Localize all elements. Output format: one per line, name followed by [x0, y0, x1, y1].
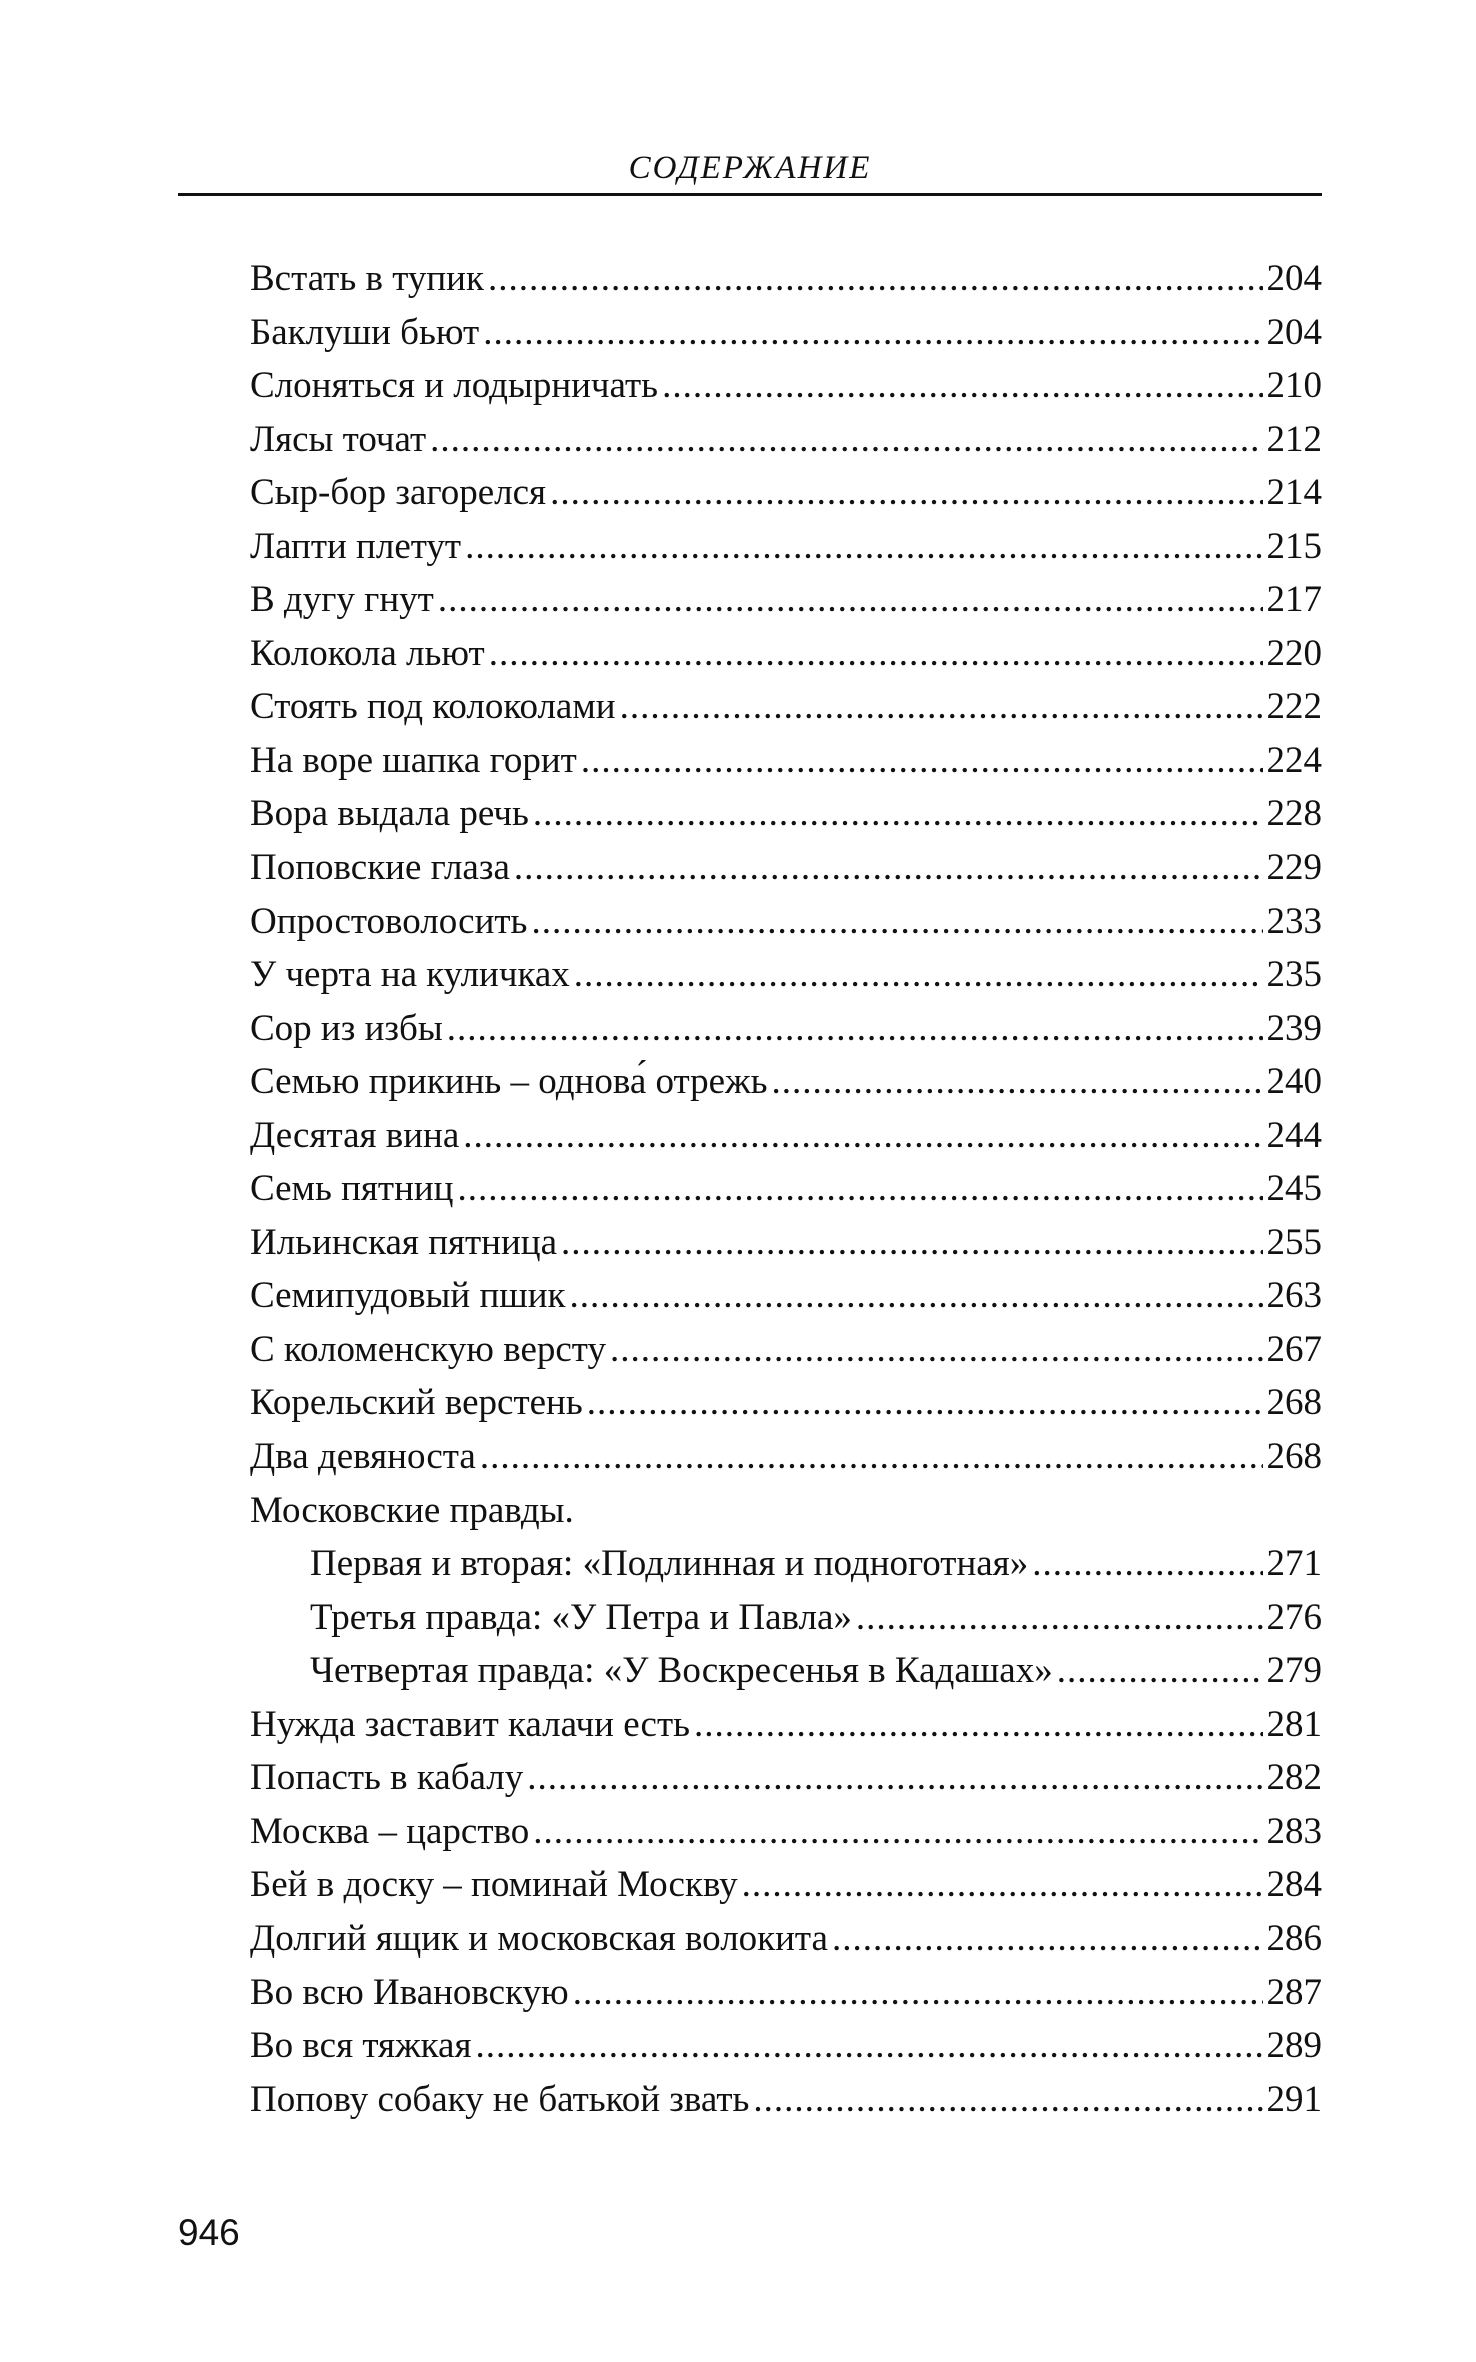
- toc-entry: [250, 895, 1322, 949]
- toc-entry-page: 289: [1266, 2025, 1322, 2067]
- toc-entry: [250, 627, 1322, 681]
- toc-entry-page: 283: [1266, 1810, 1322, 1852]
- toc-entry: [250, 413, 1322, 467]
- toc-entry-title: Стоять под колоколами: [250, 686, 616, 728]
- dot-leader: [587, 1376, 1263, 1430]
- toc-entry-title: Встать в тупик: [250, 258, 484, 299]
- toc-entry-page: 228: [1266, 793, 1322, 835]
- dot-leader: [573, 1966, 1263, 2020]
- toc-entry-title: Московские правды.: [250, 1489, 574, 1531]
- toc-entry-title: Первая и вторая: «Подлинная и подноготная»: [310, 1543, 1029, 1585]
- dot-leader: [753, 2073, 1262, 2127]
- dot-leader: [531, 895, 1262, 949]
- toc-entry-page: 286: [1266, 1917, 1322, 1959]
- dot-leader: [514, 841, 1263, 895]
- header-rule: [178, 193, 1322, 196]
- toc-entry-page: 281: [1266, 1703, 1322, 1745]
- toc-entry-page: 267: [1266, 1328, 1322, 1370]
- dot-leader: [581, 734, 1263, 788]
- toc-entry-title: У черта на куличках: [250, 954, 570, 996]
- toc-entry-page: 229: [1266, 847, 1322, 889]
- toc-entry-title: Во вся тяжкая: [250, 2025, 472, 2067]
- table-of-contents: [250, 252, 1322, 2126]
- toc-entry-title: Третья правда: «У Петра и Павла»: [310, 1596, 852, 1638]
- toc-entry: [250, 1805, 1322, 1859]
- toc-entry-page: 271: [1266, 1543, 1322, 1585]
- toc-entry: [250, 520, 1322, 574]
- toc-entry-title: Опростоволосить: [250, 900, 528, 942]
- toc-entry: [250, 1751, 1322, 1805]
- toc-entry-page: 240: [1266, 1061, 1322, 1103]
- toc-entry-page: 279: [1266, 1650, 1322, 1692]
- toc-entry-title: Нужда заставит калачи есть: [250, 1703, 691, 1745]
- toc-entry: [250, 1430, 1322, 1484]
- dot-leader: [438, 573, 1263, 627]
- dot-leader: [527, 1751, 1262, 1805]
- dot-leader: [465, 520, 1262, 574]
- running-head-title: СОДЕРЖАНИЕ: [628, 150, 872, 186]
- dot-leader: [1032, 1537, 1262, 1591]
- toc-entry: [250, 359, 1322, 413]
- toc-entry-title: На воре шапка горит: [250, 739, 577, 781]
- toc-entry-page: 233: [1266, 900, 1322, 942]
- dot-leader: [488, 252, 1263, 306]
- toc-entry-title: Бей в доску – поминай Москву: [250, 1864, 738, 1906]
- dot-leader: [742, 1858, 1263, 1912]
- toc-entry-title: Семипудовый пшик: [250, 1275, 566, 1317]
- toc-entry: [250, 1216, 1322, 1270]
- toc-entry: [250, 1002, 1322, 1056]
- toc-entry-page: 204: [1266, 258, 1322, 299]
- dot-leader: [483, 306, 1262, 360]
- toc-entry-page: 268: [1266, 1382, 1322, 1424]
- dot-leader: [550, 466, 1262, 520]
- toc-entry-title: Сыр-бор загорелся: [250, 472, 547, 514]
- toc-entry: [250, 1484, 1322, 1538]
- dot-leader: [832, 1912, 1263, 1966]
- toc-entry: [250, 252, 1322, 306]
- toc-entry-title: Семью прикинь – однова́ отрежь: [250, 1061, 768, 1103]
- toc-entry-page: 224: [1266, 739, 1322, 781]
- toc-entry: [250, 573, 1322, 627]
- toc-entry-title: Сор из избы: [250, 1007, 443, 1049]
- dot-leader: [476, 2019, 1263, 2073]
- toc-entry: [250, 306, 1322, 360]
- toc-entry-page: 212: [1266, 418, 1322, 460]
- dot-leader: [662, 359, 1262, 413]
- toc-entry-title: Корельский верстень: [250, 1382, 583, 1424]
- toc-entry: [250, 787, 1322, 841]
- dot-leader: [856, 1591, 1263, 1645]
- toc-entry-title: Колокола льют: [250, 632, 485, 674]
- toc-entry-page: 245: [1266, 1168, 1322, 1210]
- toc-entry-title: Москва – царство: [250, 1810, 530, 1852]
- toc-entry-title: Слоняться и лодырничать: [250, 365, 659, 407]
- toc-entry: [250, 1966, 1322, 2020]
- toc-subentry: [250, 1537, 1322, 1591]
- toc-entry-page: 244: [1266, 1114, 1322, 1156]
- toc-entry: [250, 680, 1322, 734]
- dot-leader: [480, 1430, 1263, 1484]
- toc-entry-page: 220: [1266, 632, 1322, 674]
- dot-leader: [1057, 1644, 1263, 1698]
- toc-entry-title: Лясы точат: [250, 418, 427, 460]
- toc-entry: [250, 1858, 1322, 1912]
- toc-entry-title: Попову собаку не батькой звать: [250, 2078, 750, 2120]
- toc-entry: [250, 1376, 1322, 1430]
- dot-leader: [561, 1216, 1262, 1270]
- toc-entry-title: Поповские глаза: [250, 847, 510, 889]
- dot-leader: [533, 787, 1263, 841]
- toc-entry-page: 217: [1266, 579, 1322, 621]
- toc-entry: [250, 1912, 1322, 1966]
- toc-entry: [250, 734, 1322, 788]
- toc-entry: [250, 2073, 1322, 2127]
- toc-entry-title: Четвертая правда: «У Воскресенья в Кадашах»: [310, 1650, 1053, 1692]
- toc-entry: [250, 466, 1322, 520]
- toc-subentry: [250, 1591, 1322, 1645]
- toc-entry-title: Вора выдала речь: [250, 793, 529, 835]
- dot-leader: [570, 1269, 1263, 1323]
- toc-entry-title: Два девяноста: [250, 1436, 476, 1478]
- toc-entry: [250, 2019, 1322, 2073]
- dot-leader: [457, 1162, 1262, 1216]
- toc-subentry: [250, 1644, 1322, 1698]
- dot-leader: [610, 1323, 1263, 1377]
- toc-entry-page: 268: [1266, 1436, 1322, 1478]
- dot-leader: [574, 948, 1263, 1002]
- toc-entry-page: 215: [1266, 525, 1322, 567]
- dot-leader: [447, 1002, 1263, 1056]
- dot-leader: [533, 1805, 1262, 1859]
- toc-entry-title: Лапти плетут: [250, 525, 462, 567]
- toc-entry-title: Долгий ящик и московская волокита: [250, 1917, 828, 1959]
- toc-entry-title: В дугу гнут: [250, 579, 434, 621]
- toc-entry-title: Ильинская пятница: [250, 1221, 558, 1263]
- toc-entry: [250, 1109, 1322, 1163]
- toc-entry: [250, 1162, 1322, 1216]
- dot-leader: [620, 680, 1263, 734]
- toc-entry-page: 255: [1266, 1221, 1322, 1263]
- toc-entry-page: 239: [1266, 1007, 1322, 1049]
- toc-entry-page: 287: [1266, 1971, 1322, 2013]
- toc-entry-page: 282: [1266, 1757, 1322, 1799]
- toc-entry-page: 222: [1266, 686, 1322, 728]
- toc-entry: [250, 1323, 1322, 1377]
- toc-entry: [250, 841, 1322, 895]
- dot-leader: [463, 1109, 1262, 1163]
- toc-entry-page: 214: [1266, 472, 1322, 514]
- toc-entry: [250, 948, 1322, 1002]
- dot-leader: [694, 1698, 1262, 1752]
- toc-entry-title: Десятая вина: [250, 1114, 460, 1156]
- toc-entry-title: Попасть в кабалу: [250, 1757, 524, 1799]
- toc-entry-page: 210: [1266, 365, 1322, 407]
- dot-leader: [430, 413, 1262, 467]
- dot-leader: [772, 1055, 1263, 1109]
- toc-entry-title: Во всю Ивановскую: [250, 1971, 569, 2013]
- toc-entry-page: 284: [1266, 1864, 1322, 1906]
- toc-entry-page: 204: [1266, 311, 1322, 353]
- toc-entry: [250, 1055, 1322, 1109]
- toc-entry-page: 235: [1266, 954, 1322, 996]
- toc-entry: [250, 1269, 1322, 1323]
- page-number: 946: [178, 2212, 240, 2253]
- toc-entry-title: Баклуши бьют: [250, 311, 480, 353]
- toc-entry-title: С коломенскую версту: [250, 1328, 606, 1370]
- toc-entry-title: Семь пятниц: [250, 1168, 454, 1210]
- toc-entry-page: 276: [1266, 1596, 1322, 1638]
- toc-entry-page: 263: [1266, 1275, 1322, 1317]
- toc-entry-page: 291: [1266, 2078, 1322, 2120]
- toc-entry: [250, 1698, 1322, 1752]
- dot-leader: [489, 627, 1263, 681]
